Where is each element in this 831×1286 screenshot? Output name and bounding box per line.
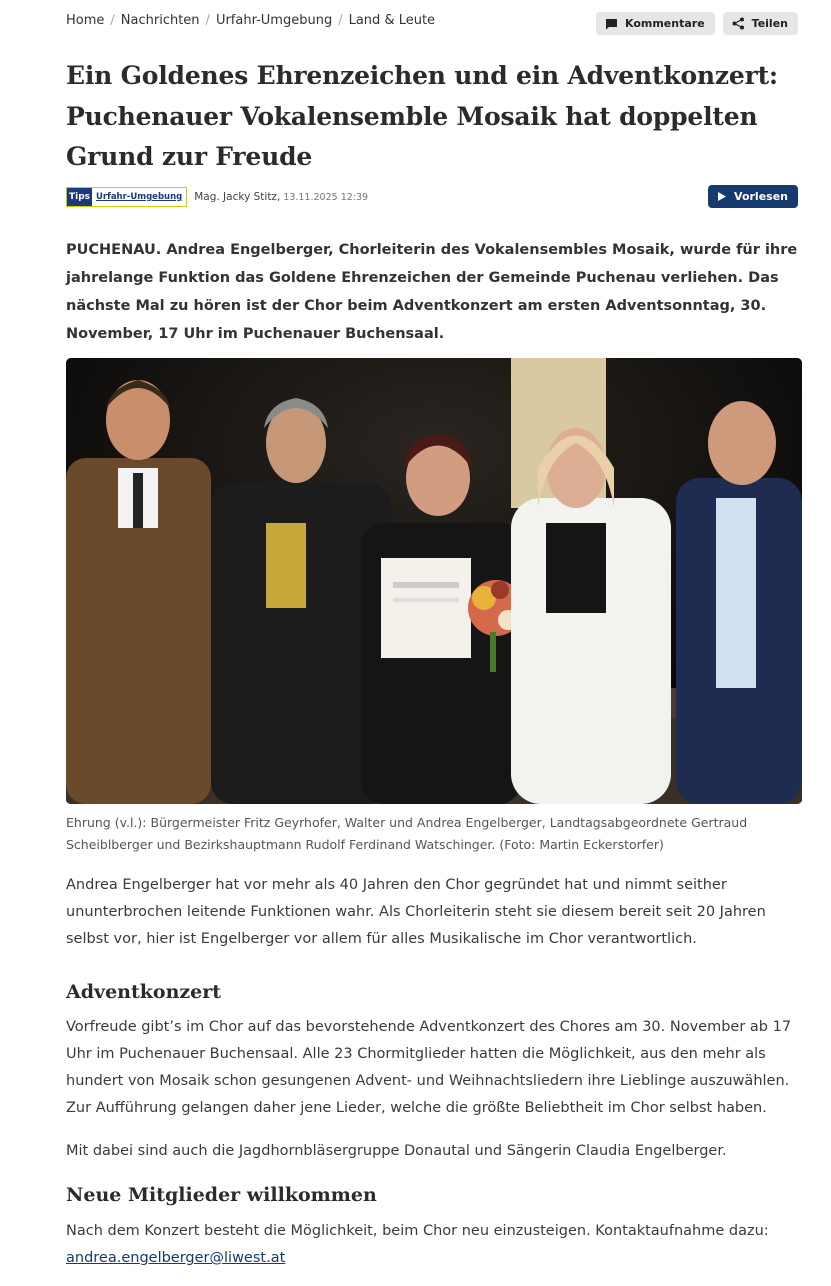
article-actions	[596, 12, 798, 35]
article-paragraph: Andrea Engelberger hat vor mehr als 40 Jahren den Chor gegründet hat und nimmt seither ununterbrochen leitende Funktionen wahr. Als Chorleiterin steht sie diesem bereit seit 20 Jahren selbst vor, hier ist Engelberger vor allem für alles Musikalische im Chor verantwortlich.	[66, 877, 766, 947]
contact-email-link[interactable]: andrea.engelberger@liwest.at	[66, 1250, 286, 1266]
article-paragraph	[66, 1218, 800, 1272]
breadcrumb-nachrichten[interactable]: Nachrichten	[120, 13, 200, 28]
comments-label: Kommentare	[624, 17, 705, 30]
play-icon	[718, 192, 726, 201]
author-name: Mag. Jacky Stitz,	[194, 191, 281, 203]
breadcrumb-urfahr-umgebung[interactable]: Urfahr-Umgebung	[215, 13, 333, 28]
share-icon	[732, 17, 745, 30]
read-aloud-label: Vorlesen	[734, 190, 788, 203]
photo-illustration	[66, 358, 802, 804]
breadcrumb-land-leute[interactable]: Land & Leute	[348, 13, 436, 28]
article-photo[interactable]	[66, 358, 802, 804]
breadcrumb-separator: /	[110, 13, 115, 28]
logo-region-text: Urfahr-Umgebung	[96, 192, 183, 202]
subheading-neue-mitglieder: Neue Mitglieder willkommen	[66, 1184, 377, 1206]
article-title: Ein Goldenes Ehrenzeichen und ein Adventkonzert: Puchenauer Vokalensemble Mosaik hat doppelten Grund zur Freude	[66, 61, 778, 171]
breadcrumb	[66, 13, 435, 28]
article-paragraph: Mit dabei sind auch die Jagdhornbläsergruppe Donautal und Sängerin Claudia Engelberger.	[66, 1143, 727, 1159]
logo-tips-text: Tips	[67, 188, 92, 206]
article-paragraph: Vorfreude gibt’s im Chor auf das bevorstehende Adventkonzert des Chores am 30. November ab 17 Uhr im Puchenauer Buchensaal. Alle 23 Chormitglieder hatten die Möglichkeit, aus den mehr als hundert von Mosaik schon gesungenen Advent- und Weihnachtsliedern ihre Lieblinge auszuwählen. Zur Aufführung gelangen daher jene Lieder, welche die größte Beliebtheit im Chor selbst haben.	[66, 1019, 792, 1116]
breadcrumb-home[interactable]: Home	[66, 13, 105, 28]
share-button[interactable]	[723, 12, 798, 35]
photo-caption: Ehrung (v.l.): Bürgermeister Fritz Geyrhofer, Walter und Andrea Engelberger, Landtagsabgeordnete Gertraud Scheiblberger und Bezirkshauptmann Rudolf Ferdinand Watschinger. (Foto: Martin Eckerstorfer)	[66, 815, 748, 852]
share-label: Teilen	[751, 17, 788, 30]
comment-icon	[605, 18, 618, 30]
tips-logo[interactable]	[66, 187, 187, 207]
contact-text: Nach dem Konzert besteht die Möglichkeit, beim Chor neu einzusteigen. Kontaktaufnahme dazu:	[66, 1223, 769, 1239]
breadcrumb-separator: /	[338, 13, 343, 28]
breadcrumb-separator: /	[205, 13, 210, 28]
read-aloud-button[interactable]	[708, 185, 798, 208]
comments-button[interactable]	[596, 12, 715, 35]
article-lead: PUCHENAU. Andrea Engelberger, Chorleiterin des Vokalensembles Mosaik, wurde für ihre jahrelange Funktion das Goldene Ehrenzeichen der Gemeinde Puchenau verliehen. Das nächste Mal zu hören ist der Chor beim Adventkonzert am ersten Adventsonntag, 30. November, 17 Uhr im Puchenauer Buchensaal.	[66, 242, 798, 342]
article-meta	[66, 187, 368, 207]
publish-date: 13.11.2025 12:39	[283, 191, 369, 203]
subheading-adventkonzert: Adventkonzert	[66, 981, 222, 1003]
